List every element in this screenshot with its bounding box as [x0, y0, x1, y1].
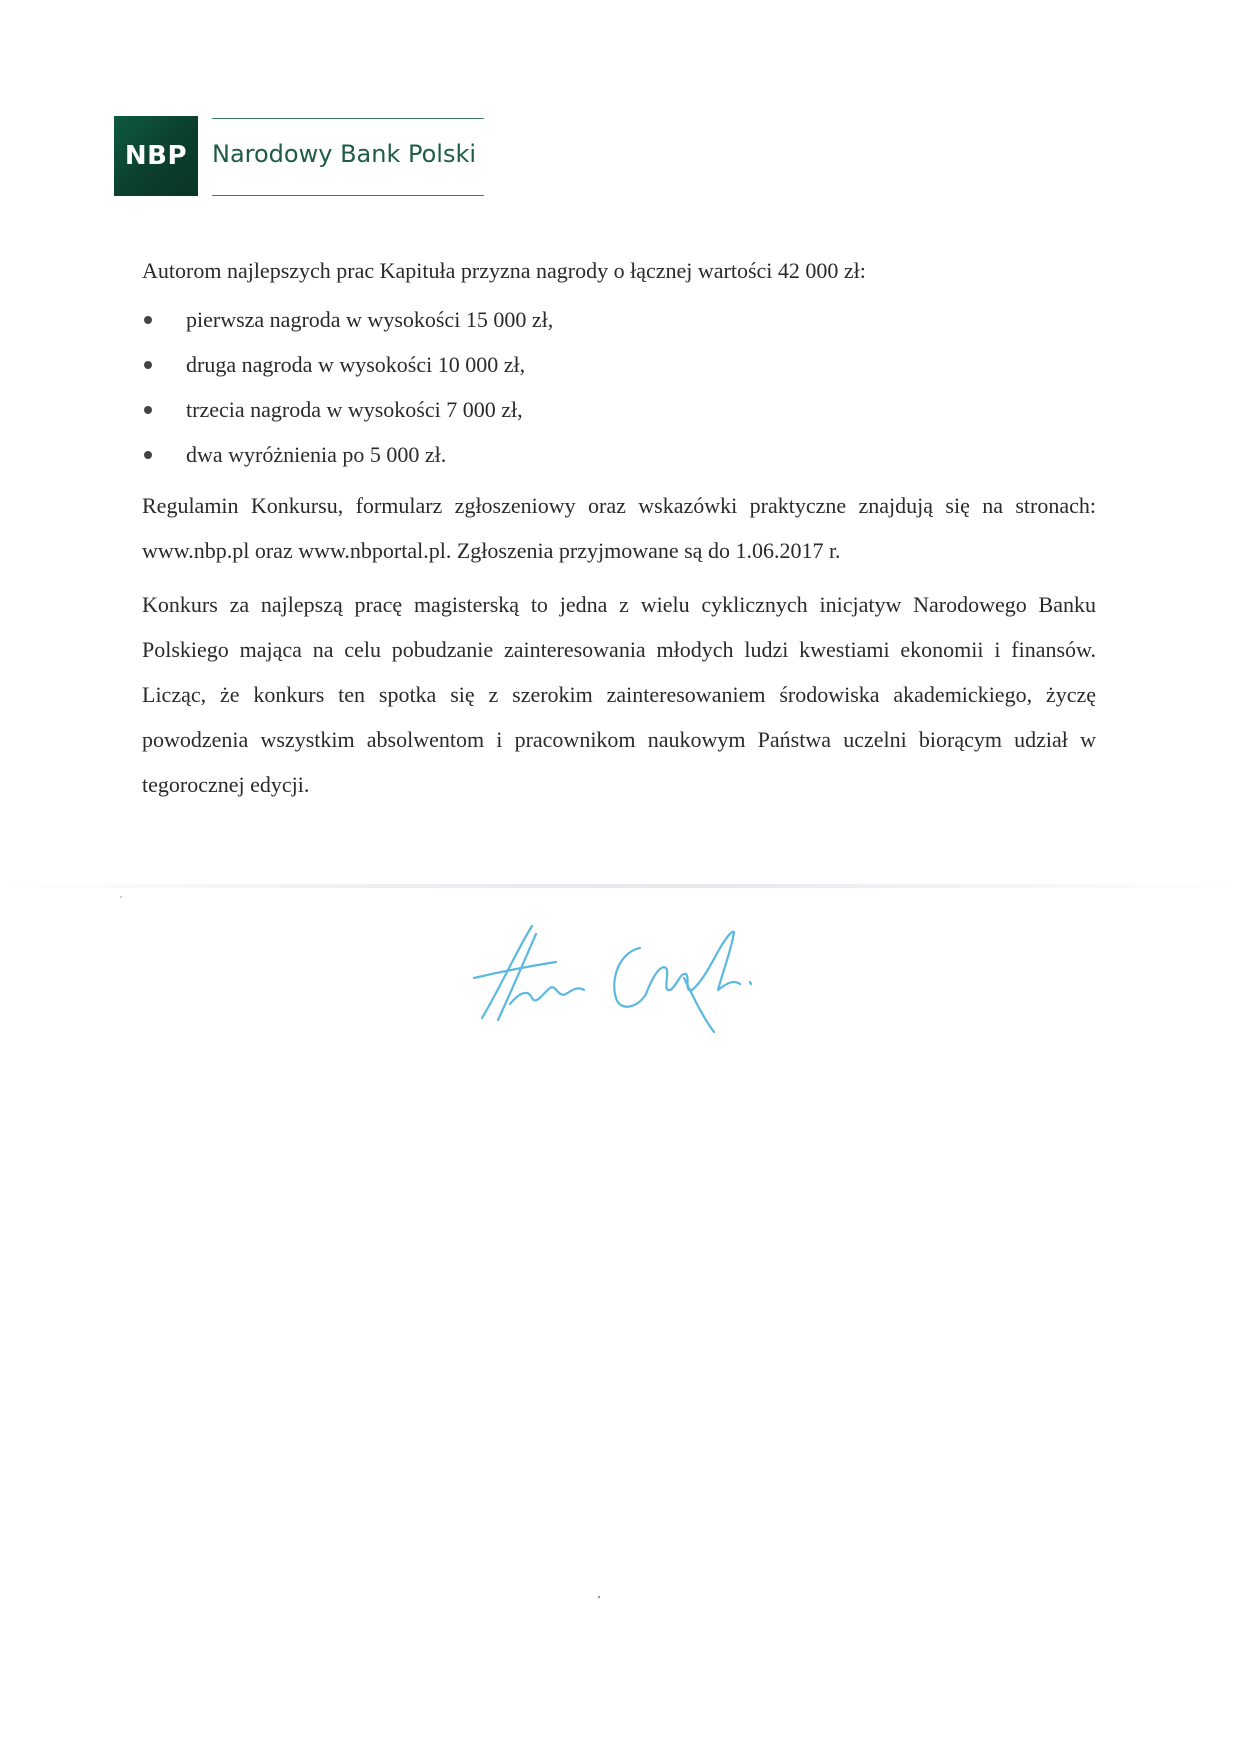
scan-speck	[598, 1596, 600, 1598]
bullet-icon	[144, 406, 152, 414]
signature-image	[470, 908, 770, 1038]
logo-text: NBP	[124, 141, 188, 171]
list-item	[142, 342, 1096, 387]
prize-text: pierwsza nagroda w wysokości 15 000 zł,	[186, 307, 554, 332]
intro-text: Autorom najlepszych prac Kapituła przyzna nagrody o łącznej wartości 42 000 zł:	[142, 258, 866, 283]
letterhead	[114, 116, 484, 198]
bullet-icon	[144, 451, 152, 459]
closing-paragraph: Konkurs za najlepszą pracę magisterską to jedna z wielu cyklicznych inicjatyw Narodowego Banku Polskiego mająca na celu pobudzanie zainteresowania młodych ludzi kwestiami ekonomii i finansów. Licząc, że konkurs ten spotka się z szerokim zainteresowaniem środowiska akademickiego, życzę powodzenia wszystkim absolwentom i pracownikom naukowym Państwa uczelni biorącym udział w tegorocznej edycji.	[142, 592, 1096, 797]
nbp-logo	[114, 116, 198, 196]
list-item	[142, 297, 1096, 342]
prize-text: druga nagroda w wysokości 10 000 zł,	[186, 352, 526, 377]
prize-list	[142, 297, 1096, 477]
bullet-icon	[144, 316, 152, 324]
bullet-icon	[144, 361, 152, 369]
bank-name: Narodowy Bank Polski	[212, 140, 477, 168]
list-item	[142, 387, 1096, 432]
scan-speck	[120, 896, 122, 898]
letter-body	[142, 248, 1096, 816]
scan-streak	[0, 884, 1240, 888]
rules-paragraph: Regulamin Konkursu, formularz zgłoszeniowy oraz wskazówki praktyczne znajdują się na stronach: www.nbp.pl oraz www.nbportal.pl. Zgłoszenia przyjmowane są do 1.06.2017 r.	[142, 493, 1096, 563]
prize-text: dwa wyróżnienia po 5 000 zł.	[186, 442, 447, 467]
list-item	[142, 432, 1096, 477]
prize-text: trzecia nagroda w wysokości 7 000 zł,	[186, 397, 523, 422]
letterhead-rule-top	[212, 118, 484, 119]
letterhead-rule-bottom	[212, 195, 484, 196]
